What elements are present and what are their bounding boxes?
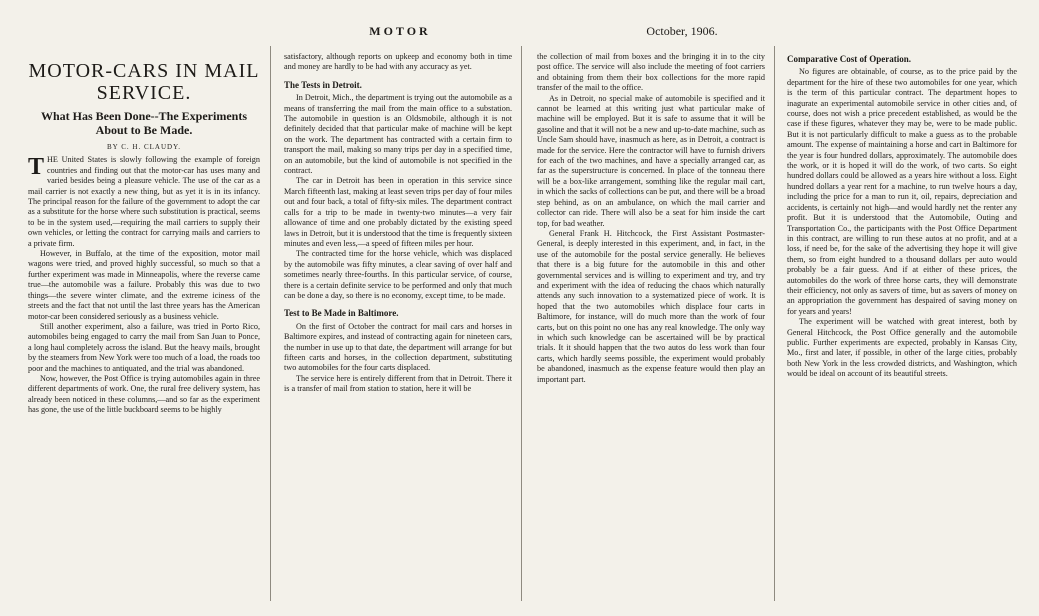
column-divider: [521, 46, 522, 601]
paragraph: The contracted time for the horse vehicle, which was displaced by the automobile was fifty minutes, a clear saving of over half and sometimes nearly three-fourths. In this particular service, of course, there is a certain definite service to be performed and only that much can be done a day, so there is no economy, except time, to be made.: [284, 249, 512, 300]
paragraph: The experiment will be watched with great interest, both by General Hitchcock, the Post Office generally and the automobile public. Further experiments are expected, probably in Kansas City, Mo., first and later, if possible, in other of the large cities, probably both New York in the less crowded districts, and Washington, which would be ideal on account of its beautiful streets.: [787, 317, 1017, 379]
column-divider: [774, 46, 775, 601]
paragraph: Now, however, the Post Office is trying automobiles again in three different departments of work. One, the rural free delivery system, has already been noticed in these columns,—and so far as the experiment has gone, the use of the little buckboard seems to be highly: [28, 373, 260, 415]
paragraph: satisfactory, although reports on upkeep and economy both in time and money are hardly to be had with any accuracy as yet.: [284, 52, 512, 72]
paragraph: The service here is entirely different from that in Detroit. There it is a transfer of mail from station to station, here it will be: [284, 373, 512, 394]
paragraph: The car in Detroit has been in operation in this service since March fifteenth last, making at least seven trips per day of four miles out and four back, a total of fifty-six miles. The department contract calls for a trip to be made in twenty-two minutes—a very fair allowance of time and one probably dictated by the existing speed laws in Detroit, but it is understood that the time is frequently sixteen minutes and even less,—a speed of fifteen miles per hour.: [284, 176, 512, 248]
paragraph: As in Detroit, no special make of automobile is specified and it cannot be learned at this writing just what particular make of machine will be employed. But it is safe to assume that it will be gasoline and that it will not be a new and up-to-date machine, such as Uncle Sam should have, inasmuch as here, as in Detroit, a contract is made for the service. Here the contractor will have to furnish drivers for each of the two machines, and have a specially arranged car, as far as the superstructure is concerned. In place of the tonneau there will be a box-like arrangement, somthing like the regular mail cart, in which the sacks of collections can be put, and there will be a broad step behind, as on an ambulance, on which the mail carrier and collector can ride. There will also be a seat for him inside the cart top, for bad weather.: [537, 93, 765, 228]
section-heading-baltimore: Test to Be Made in Baltimore.: [284, 308, 399, 319]
paragraph: THE United States is slowly following the example of foreign countries and finding out that the motor-car has uses many and varied besides being a pleasure vehicle. The use of the car as a mail carrier is not exactly a new thing, but as yet it is in its infancy. The principal reason for the failure of the government to adopt the car as a substitute for the horse where such substitution is practical, seems to be in the system used,—requiring the mail carriers to supply their own vehicles, or letting the contract for carrying mails and carriers to a private firm.: [28, 154, 260, 248]
drop-cap: T: [28, 154, 45, 181]
article-title: MOTOR-CARS IN MAIL SERVICE.: [28, 60, 260, 104]
paragraph: General Frank H. Hitchcock, the First Assistant Postmaster-General, is deeply interested in this experiment, and, in fact, in the use of the automobile for the postal service generally. He believes that there is a big future for the automobile in this and other governmental services and is willing to experiment and try, and try and experiment with the idea of reducing the chaos which naturally attends any such innovation to a systematized piece of work. It is hoped that the two automobiles which displace four carts in Baltimore, for instance, will do much more than the work of four carts, but on this point no one has any real knowledge. The only way in which such knowledge can be ascertained will be by practical trials. It it should happen that the two autos do less work than four carts, which hardly seems possible, the experiment would probably be abandoned, inasmuch as the expense feature would then play an important part.: [537, 228, 765, 384]
paragraph: the collection of mail from boxes and the bringing it in to the city post office. The service will also include the meeting of foot carriers and obtaining from them their box collections for the more rapid transfer of the mail to the office.: [537, 52, 765, 93]
section-heading-cost: Comparative Cost of Operation.: [787, 54, 911, 64]
column-4: [787, 52, 1017, 610]
byline: BY C. H. CLAUDY.: [107, 143, 181, 151]
column-divider: [270, 46, 271, 601]
issue-date: October, 1906.: [646, 24, 718, 38]
column-1: [28, 52, 260, 610]
section-heading-detroit: The Tests in Detroit.: [284, 79, 362, 90]
column-3: [537, 52, 765, 610]
paragraph: No figures are obtainable, of course, as to the price paid by the department for the hire of these two automobiles for one year, which is the term of this particular contract. The department hopes to inagurate an experimental automobile service in other cities and, of course, does not wish a price precedent established, as would be the case if these figures, whatever they may be, were to be made public. But it is not particularly difficult to make a guess as to the probable amount. The expense of maintaining a horse and cart in Baltimore for the year is four hundred dollars, approximately. The automobile does the work, or it is hoped it will do the work, of two carts. So eight hundred dollars could be allowed as a years hire without a loss. Eight hundred dollars a year rent for a machine, to run twelve hours a day, including the price for a man to run it, oil, repairs, depreciation and accidents, is certainly not high—and would hardly net the renter any profit. But it is understood that the Automobile, Outing and Transportation Co., the participants with the Post Office Department in this contract, are willing to run these autos at no profit, and at a loss, if need be, for the sake of the advertising they hope it will give them, so from eight hundred to a thousand dollars per auto would probably be a fair guess. And if at either of these prices, the automobiles do the work of three horse carts, they will demonstrate their efficiency, not only as savers of time, but as savers of money on an appropriation the government has despaired of saving money on for years and years!: [787, 67, 1017, 316]
article-subtitle: What Has Been Done--The Experiments About to Be Made.: [41, 109, 247, 137]
magazine-name: MOTOR: [369, 24, 431, 38]
paragraph: However, in Buffalo, at the time of the exposition, motor mail wagons were tried, and proved highly successful, so much so that a further experiment was made in Minneapolis, where the reverse came true—the automobile was a failure. Probably this was due to two things—the severe winter climate, and the extreme iciness of the streets and the fact that not until the last three years has the American motor-car been considered seriously as a business vehicle.: [28, 249, 260, 321]
paragraph: On the first of October the contract for mail cars and horses in Baltimore expires, and instead of contracting again for nineteen cars, the number in use up to that date, the department will arrange for but fifteen carts and horses, in the collection department, substituting two automobiles for the four carts displaced.: [284, 321, 512, 373]
paragraph: Still another experiment, also a failure, was tried in Porto Rico, automobiles being engaged to carry the mail from San Juan to Ponce, a long haul completely across the island. But the heavy mails, brought by the steamers from New York were too much of a load, the roads too poor and the machines to antiquated, and the trial was abandoned.: [28, 321, 260, 373]
paragraph: In Detroit, Mich., the department is trying out the automobile as a means of transferring the mail from the main office to a substation. The automobile in question is an Oldsmobile, although it is not definitely decided that that particular make of machine will be kept on the work. The department has contracted with a certain firm to transport the mail, making so many trips per day in a specified time, on an automobile, but the kind of automobile is not specified in the contract.: [284, 93, 512, 176]
column-2: [284, 52, 512, 610]
